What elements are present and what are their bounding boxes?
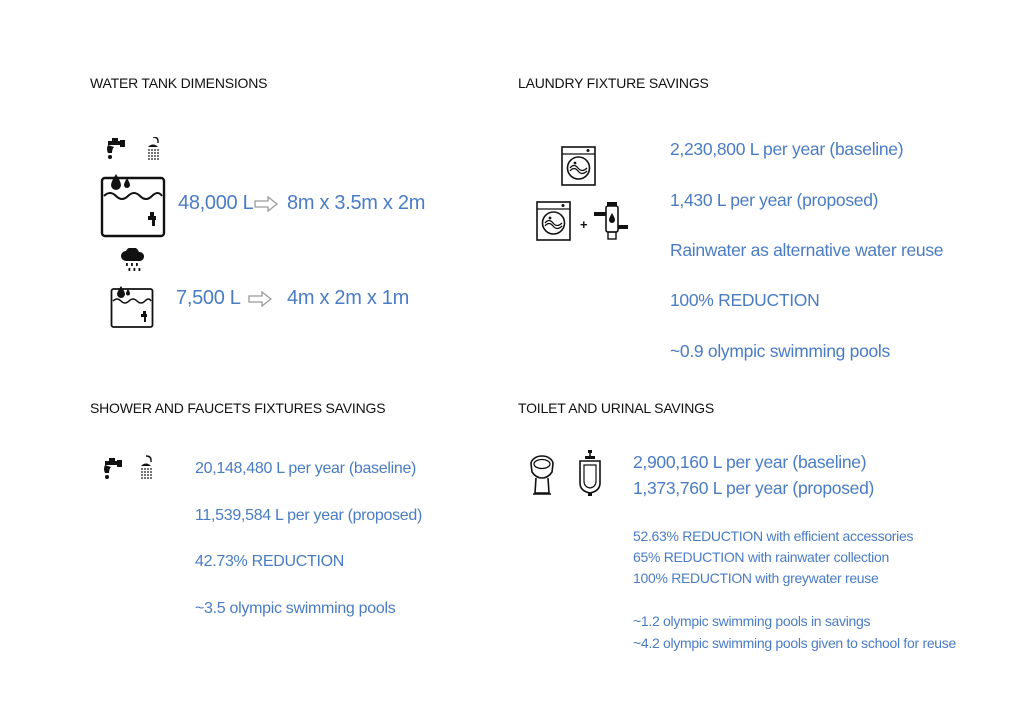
laundry-proposed: 1,430 L per year (proposed) xyxy=(670,190,879,210)
laundry-reduction: 100% REDUCTION xyxy=(670,290,820,310)
toilet-icon xyxy=(528,454,556,496)
toilet-greywater-reduction: 100% REDUCTION with greywater reuse xyxy=(633,570,879,586)
laundry-reuse: Rainwater as alternative water reuse xyxy=(670,240,944,260)
faucet-icon xyxy=(103,456,123,482)
small-water-tank-icon xyxy=(110,285,154,329)
toilet-proposed: 1,373,760 L per year (proposed) xyxy=(633,478,875,498)
shower-icon xyxy=(145,137,161,161)
water-tank-icon xyxy=(100,172,166,238)
shower-baseline: 20,148,480 L per year (baseline) xyxy=(195,460,417,477)
water-filter-icon xyxy=(593,201,629,241)
washing-machine-icon xyxy=(536,201,571,241)
water-tank-title: WATER TANK DIMENSIONS xyxy=(90,75,268,91)
shower-icon xyxy=(138,455,154,481)
rain-cloud-icon xyxy=(121,248,145,274)
toilet-title: TOILET AND URINAL SAVINGS xyxy=(518,400,714,416)
toilet-efficient-reduction: 52.63% REDUCTION with efficient accessories xyxy=(633,528,914,544)
faucet-icon xyxy=(106,137,126,161)
small-tank-dimensions: 4m x 2m x 1m xyxy=(287,287,409,309)
toilet-pools-school: ~4.2 olympic swimming pools given to school for reuse xyxy=(633,635,956,651)
large-tank-dimensions: 8m x 3.5m x 2m xyxy=(287,192,426,214)
laundry-pools: ~0.9 olympic swimming pools xyxy=(670,341,890,361)
laundry-title: LAUNDRY FIXTURE SAVINGS xyxy=(518,75,709,91)
urinal-icon xyxy=(577,449,603,497)
plus-sign: + xyxy=(580,217,588,232)
arrow-right-icon xyxy=(248,291,272,307)
washing-machine-icon xyxy=(561,146,596,186)
large-tank-volume: 48,000 L xyxy=(178,192,254,214)
toilet-baseline: 2,900,160 L per year (baseline) xyxy=(633,452,867,472)
laundry-baseline: 2,230,800 L per year (baseline) xyxy=(670,139,904,159)
shower-pools: ~3.5 olympic swimming pools xyxy=(195,600,396,617)
shower-reduction: 42.73% REDUCTION xyxy=(195,553,345,570)
small-tank-volume: 7,500 L xyxy=(176,287,241,309)
toilet-pools-savings: ~1.2 olympic swimming pools in savings xyxy=(633,613,871,629)
shower-proposed: 11,539,584 L per year (proposed) xyxy=(195,507,423,524)
toilet-rainwater-reduction: 65% REDUCTION with rainwater collection xyxy=(633,549,889,565)
shower-title: SHOWER AND FAUCETS FIXTURES SAVINGS xyxy=(90,400,386,416)
arrow-right-icon xyxy=(254,196,278,212)
